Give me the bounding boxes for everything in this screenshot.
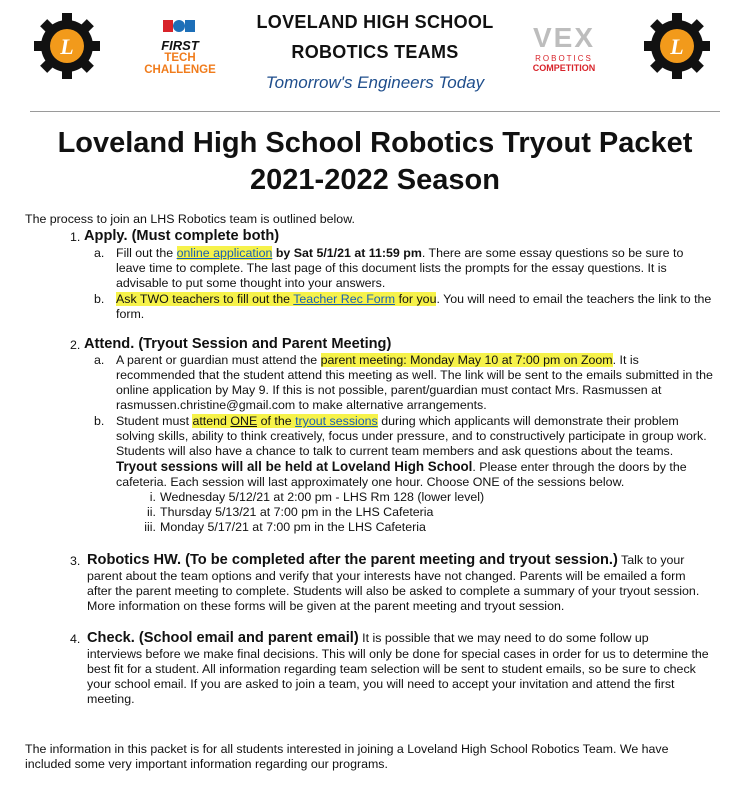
s1a-line1: Fill out the online application by Sat 5/1/21 at 11:59 pm. There are some essay questions so be sure to bbox=[116, 246, 684, 260]
s1b-line1: Ask TWO teachers to fill out the Teacher Rec Form for you. You will need to email the teachers the link to the bbox=[116, 292, 712, 306]
vex-logo-robotics: ROBOTICS bbox=[535, 54, 593, 63]
first-logo-first: FIRST bbox=[161, 38, 199, 53]
section-3-number: 3. bbox=[70, 554, 81, 568]
s2a-line4: rasmussen.christine@gmail.com to make alternative arrangements. bbox=[116, 398, 487, 412]
s4-line1: Check. (School email and parent email) It is possible that we may need to do some follow up bbox=[87, 630, 649, 646]
first-logo-challenge: CHALLENGE bbox=[144, 64, 216, 76]
s1a-marker: a. bbox=[94, 246, 105, 260]
s4-line5: meeting. bbox=[87, 692, 135, 706]
s1a-line2: leave time to complete. The last page of this document lists the prompts for the essay questions. It is bbox=[116, 261, 667, 275]
header-divider bbox=[30, 111, 720, 112]
vex-robotics-competition-logo bbox=[514, 24, 614, 74]
first-logo-tech: TECH bbox=[164, 52, 196, 64]
section-4-heading: Check. (School email and parent email) bbox=[87, 630, 359, 646]
teacher-rec-form-link[interactable]: Teacher Rec Form bbox=[293, 292, 396, 306]
s4-line3: best fit for a student. All information regarding team selection will be sent to student emails, so be sure to check bbox=[87, 662, 696, 676]
parent-meeting-highlight: parent meeting: Monday May 10 at 7:00 pm on Zoom bbox=[320, 353, 613, 367]
online-application-link[interactable]: online application bbox=[176, 246, 273, 260]
s2b-line2: solving skills, ability to think creatively, focus under pressure, and to constructively participate in group work. bbox=[116, 429, 707, 443]
section-1-number: 1. bbox=[70, 230, 81, 244]
s2a-line2: recommended that the student attend this meeting as well. The link will be sent to the emails submitted in the bbox=[116, 368, 713, 382]
loveland-gear-logo-right bbox=[642, 11, 712, 84]
header-school-name: LOVELAND HIGH SCHOOL bbox=[256, 12, 494, 32]
session-3-text: Monday 5/17/21 at 7:00 pm in the LHS Cafeteria bbox=[160, 520, 426, 534]
section-2-heading: Attend. (Tryout Session and Parent Meeting) bbox=[84, 336, 392, 352]
gear-letter: L bbox=[60, 34, 74, 59]
s1b-line2: form. bbox=[116, 307, 145, 321]
footer-line2: included some very important information regarding our programs. bbox=[25, 757, 388, 771]
s3-line2: parent about the team options and verify that your interests have not changed. Parents will be emailed a form bbox=[87, 569, 686, 583]
session-1-text: Wednesday 5/12/21 at 2:00 pm - LHS Rm 128 (lower level) bbox=[160, 490, 485, 504]
packet-title: Loveland High School Robotics Tryout Packet bbox=[57, 127, 693, 159]
gear-letter: L bbox=[670, 34, 684, 59]
packet-season: 2021-2022 Season bbox=[250, 164, 500, 196]
session-2-text: Thursday 5/13/21 at 7:00 pm in the LHS Cafeteria bbox=[160, 505, 434, 519]
s3-line4: More information on these forms will be given at the parent meeting and tryout session. bbox=[87, 599, 565, 613]
s1a-line3: advisable to put some thought into your answers. bbox=[116, 276, 386, 290]
s2a-line1: A parent or guardian must attend the parent meeting: Monday May 10 at 7:00 pm on Zoom. It is bbox=[116, 353, 639, 367]
section-4-number: 4. bbox=[70, 632, 81, 646]
s2b-line5: cafeteria. Each session will last approximately one hour. Choose ONE of the sessions below. bbox=[116, 475, 625, 489]
session-2-marker: ii. bbox=[147, 505, 156, 519]
s2b-line4: Tryout sessions will all be held at Loveland High School. Please enter through the doors by the bbox=[116, 459, 687, 474]
intro-text: The process to join an LHS Robotics team is outlined below. bbox=[25, 212, 355, 226]
s2a-marker: a. bbox=[94, 353, 105, 367]
s4-line2: interviews before we make final decisions. This will only be done for special cases in order for us to determine the bbox=[87, 647, 709, 661]
header-motto: Tomorrow's Engineers Today bbox=[265, 73, 485, 92]
s2b-marker: b. bbox=[94, 414, 105, 428]
s2b-line3: Students will also have a chance to talk to current team members and ask questions about the teams. bbox=[116, 444, 674, 458]
s2b-line1: Student must attend ONE of the tryout sessions during which applicants will demonstrate their problem bbox=[116, 414, 679, 428]
vex-logo-vex: VEX bbox=[532, 22, 596, 53]
s3-line1: Robotics HW. (To be completed after the parent meeting and tryout session.) Talk to your bbox=[87, 552, 685, 568]
s2a-line3: online application by May 9. If this is not possible, parent/guardian must contact Mrs. Rasmussen at bbox=[116, 383, 662, 397]
session-3-marker: iii. bbox=[144, 520, 156, 534]
s1b-marker: b. bbox=[94, 292, 105, 306]
vex-logo-competition: COMPETITION bbox=[532, 63, 596, 73]
tryout-sessions-link[interactable]: tryout sessions bbox=[295, 414, 378, 428]
section-1-heading: Apply. (Must complete both) bbox=[84, 228, 280, 244]
footer-line1: The information in this packet is for all students interested in joining a Loveland High School Robotics Team. We have bbox=[25, 742, 669, 756]
session-1-marker: i. bbox=[149, 490, 156, 504]
s4-line4: your school email. If you are asked to join a team, you will need to accept your invitation and attend the first bbox=[87, 677, 675, 691]
header-robotics-teams: ROBOTICS TEAMS bbox=[291, 42, 459, 62]
s3-line3: after the parent meeting to complete. Students will also be asked to complete a summary of your tryout session. bbox=[87, 584, 700, 598]
section-3-heading: Robotics HW. (To be completed after the parent meeting and tryout session.) bbox=[87, 552, 618, 568]
section-2-number: 2. bbox=[70, 338, 81, 352]
